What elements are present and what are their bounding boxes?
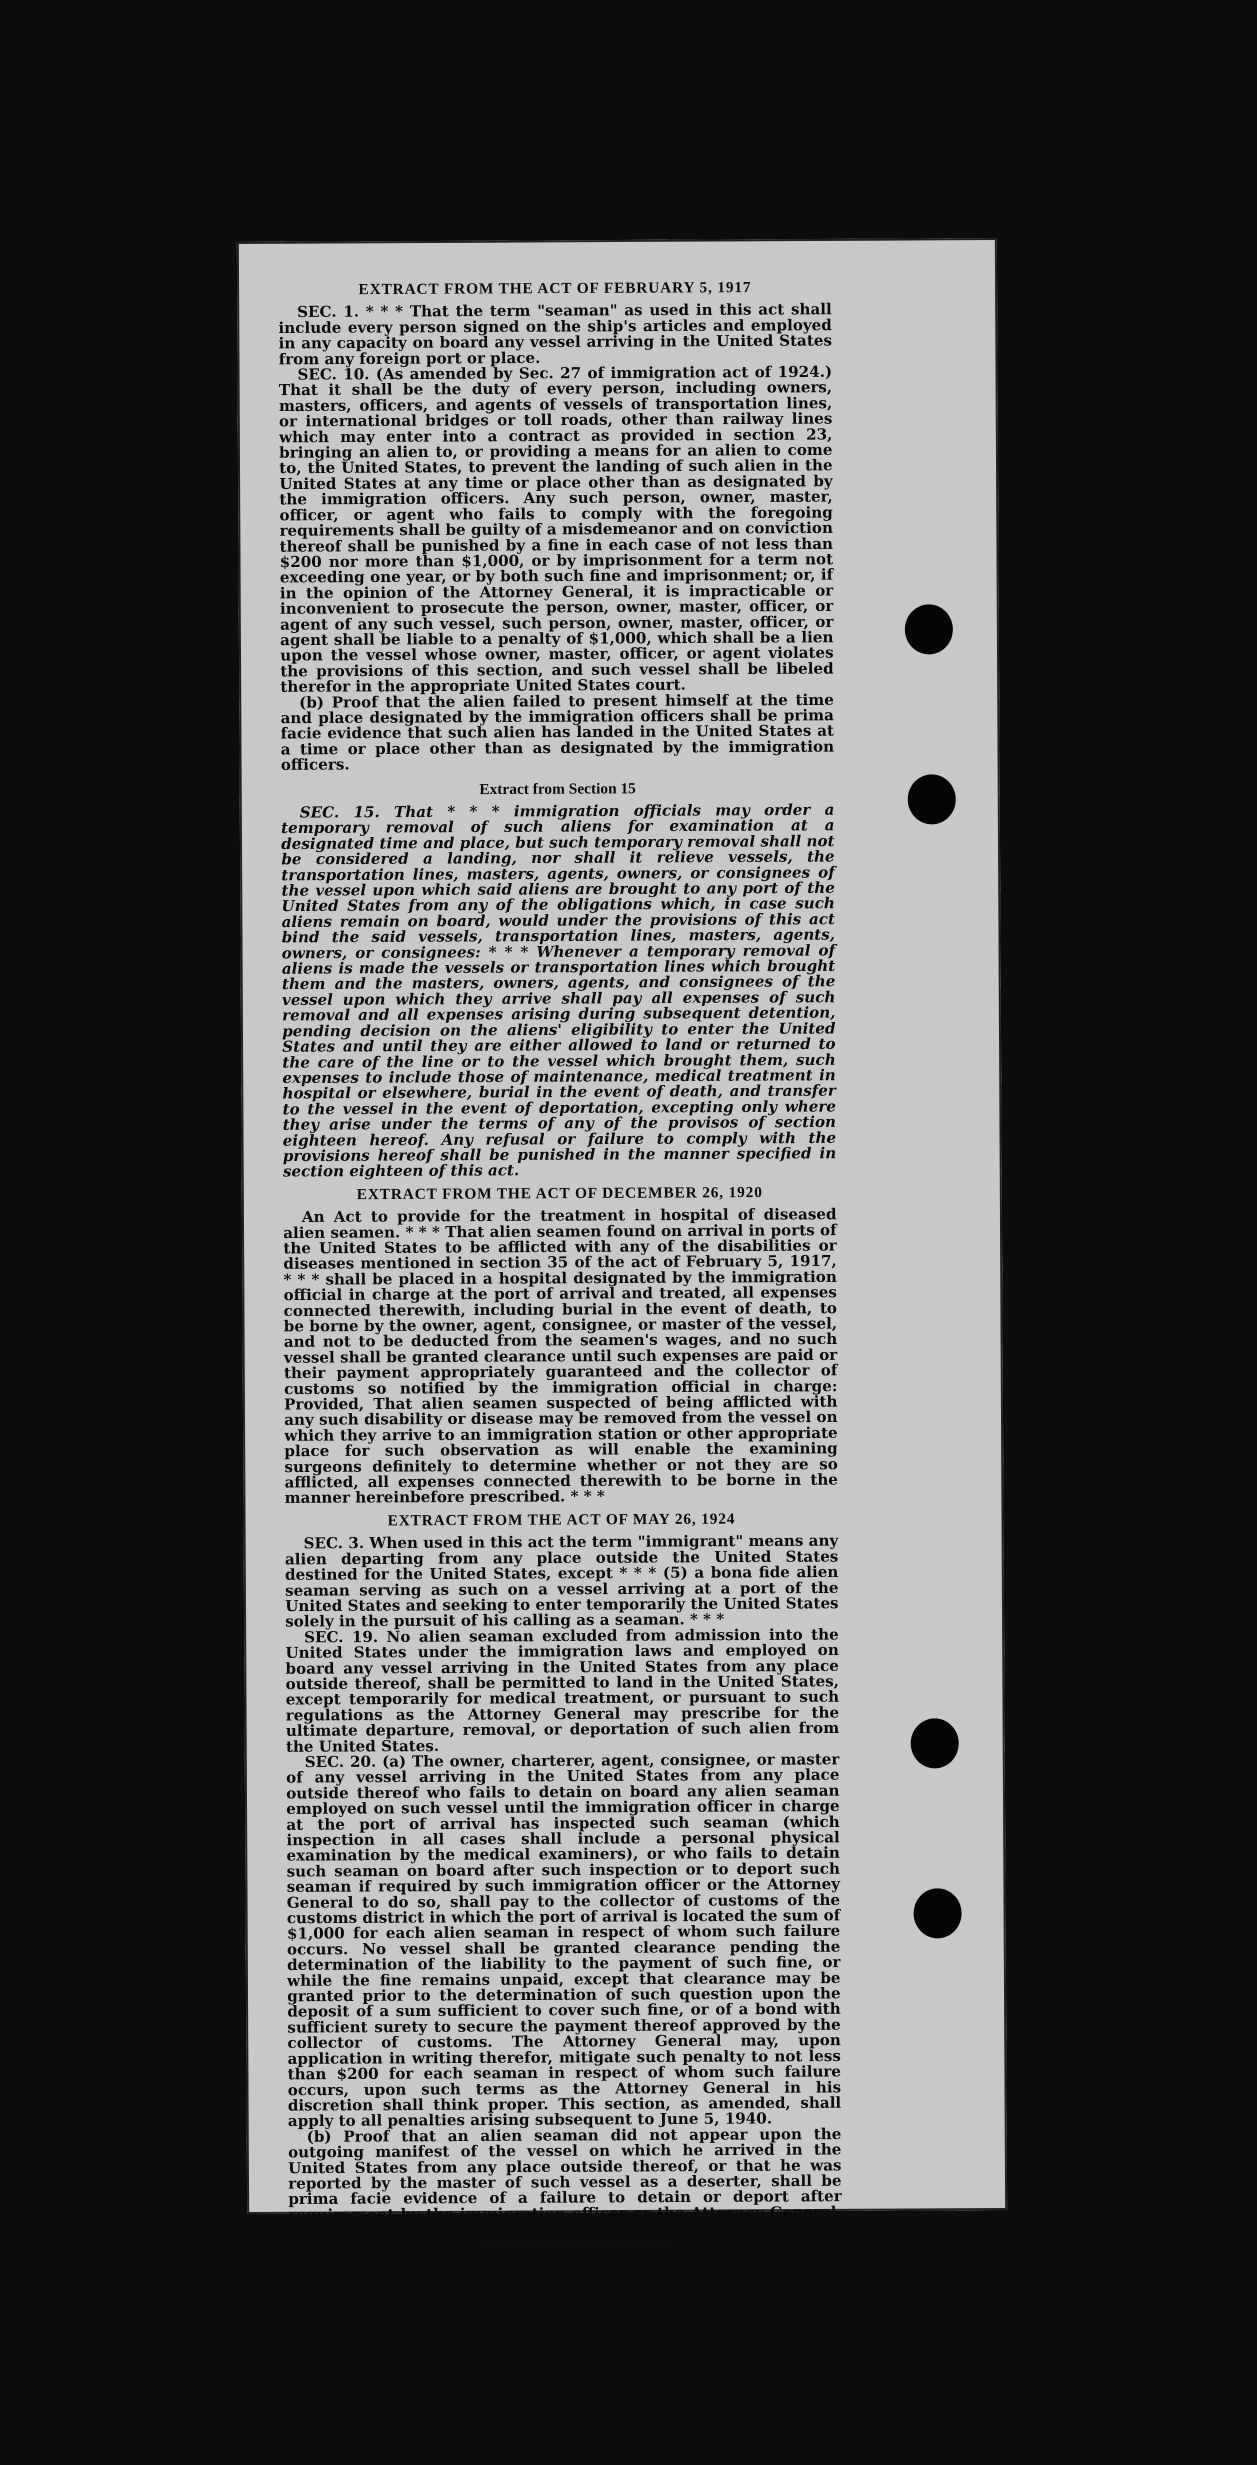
- paragraph: SEC. 20. (a) The owner, charterer, agent, consignee, or master of any vessel arriving in the United States from any place outside thereof who fails to detain on board any alien seaman employed on such vessel until the immigration officer in charge at the port of arrival has inspected such seaman (which inspection in all cases shall include a personal physical examination by the medical examiners), or who fails to detain such seaman on board after such inspection or to deport such seaman if required by such immigration officer or the Attorney General to do so, shall pay to the collector of customs of the customs district in which the port of arrival is located the sum of $1,000 for each alien seaman in respect of whom such failure occurs. No vessel shall be granted clearance pending the determination of the liability to the payment of such fine, or while the fine remains unpaid, except that clearance may be granted prior to the determination of such question upon the deposit of a sum sufficient to cover such fine, or of a bond with sufficient surety to secure the payment thereof approved by the collector of customs. The Attorney General may, upon application in writing therefor, mitigate such penalty to not less than $200 for each seaman in respect of whom such failure occurs, upon such terms as the Attorney General in his discretion shall think proper. This section, as amended, shall apply to all penalties arising subsequent to June 5, 1940.: [286, 1750, 842, 2131]
- paragraph: SEC. 19. No alien seaman excluded from admission into the United States under the immigration laws and employed on board any vessel arriving in the United States from any place outside thereof, shall be permitted to land in the United States, except temporarily for medical treatment, or pursuant to such regulations as the Attorney General may prescribe for the ultimate departure, removal, or deportation of such alien from the United States.: [285, 1625, 840, 1756]
- paragraph: (b) Proof that the alien failed to present himself at the time and place designated by the immigration officers shall be prima facie evidence that such alien has landed in the United States at a time or place other than as designated by the immigration officers.: [280, 690, 835, 774]
- paragraph: SEC. 1. * * * That the term "seaman" as used in this act shall include every person signed on the ship's articles and employed in any capacity on board any vessel arriving in the United States from any foreign port or place.: [278, 300, 832, 368]
- section-heading: EXTRACT FROM THE ACT OF DECEMBER 26, 1920: [356, 1183, 763, 1203]
- section-heading: EXTRACT FROM THE ACT OF MAY 26, 1924: [387, 1510, 736, 1530]
- form-number: 16—18027-1: [689, 2367, 761, 2383]
- paragraph: (b) Proof that an alien seaman did not appear upon the outgoing manifest of the vessel on which he arrived in the United States from any place outside thereof, or that he was reported by the master of such vessel as a deserter, shall be prima facie evidence of a failure to detain or deport after requirement by the immigration officer or the Attorney General. * * *: [288, 2125, 842, 2240]
- punch-hole: [913, 1888, 961, 1938]
- paragraph: SEC. 3. When used in this act the term "immigrant" means any alien departing from any place outside the United States destined for the United States, except * * * (5) a bona fide alien seaman serving as such on a vessel arriving at a port of the United States and seeking to enter temporarily the United States solely in the pursuit of his calling as a seaman. * * *: [284, 1532, 839, 1631]
- section-heading: EXTRACT FROM THE ACT OF FEBRUARY 5, 1917: [358, 278, 752, 298]
- document-page: [237, 238, 1007, 2383]
- punch-hole: [905, 604, 953, 654]
- section-subheading: Extract from Section 15: [479, 779, 636, 798]
- punch-hole: [908, 774, 956, 824]
- punch-hole: [911, 1718, 959, 1768]
- paragraph: SEC. 10. (As amended by Sec. 27 of immigration act of 1924.) That it shall be the duty of every person, including owners, masters, officers, and agents of vessels of transportation lines, or international bridges or toll roads, other than railway lines which may enter into a contract as provided in section 23, bringing an alien to, or providing a means for an alien to come to, the United States, to prevent the landing of such alien in the United States at any time or place other than as designated by the immigration officers. Any such person, owner, master, officer, or agent who fails to comply with the foregoing requirements shall be guilty of a misdemeanor and on conviction thereof shall be punished by a fine in each case of not less than $200 nor more than $1,000, or by imprisonment for a term not exceeding one year, or by both such fine and imprisonment; or, if in the opinion of the Attorney General, it is impracticable or inconvenient to prosecute the person, owner, master, officer, or agent of any such vessel, such person, owner, master, officer, or agent shall be liable to a penalty of $1,000, which shall be a lien upon the vessel whose owner, master, officer, or agent violates the provisions of this section, and such vessel shall be libeled therefor in the appropriate United States court.: [278, 363, 834, 696]
- paragraph: SEC. 15. That * * * immigration officials may order a temporary removal of such aliens for examination at a designated time and place, but such temporary removal shall not be considered a landing, nor shall it relieve vessels, the transportation lines, masters, agents, owners, or consignees of the vessel upon which said aliens are brought to any port of the United States from any of the obligations which, in case such aliens remain on board, would under the provisions of this act bind the said vessels, transportation lines, masters, agents, owners, or consignees: * * * Whenever a temporary removal of aliens is made the vessels or transportation lines which brought them and the masters, owners, agents, and consignees of the vessel upon which they arrive shall pay all expenses of such removal and all expenses arising during subsequent detention, pending decision on the aliens' eligibility to enter the United States and until they are either allowed to land or returned to the care of the line or to the vessel which brought them, such expenses to include those of maintenance, medical treatment in hospital or elsewhere, burial in the event of death, and transfer to the vessel in the event of deportation, excepting only where they arise under the terms of any of the provisos of section eighteen hereof. Any refusal or failure to comply with the provisions hereof shall be punished in the manner specified in section eighteen of this act.: [281, 801, 837, 1181]
- footnote-rule: [482, 2243, 670, 2246]
- document-content: [237, 239, 881, 2386]
- footnote: † When delivery to the immigration station is directed, the aliens must be detained on board of the ship on which they arrived pending delivery to the immigration station. Such transfer must be made by the most direct and expeditious route with the least possible contact with the public, and at the expense and responsibility of the steamship company. Aliens who have been held for further medical examination in the belief that they are suffering from communicable diseases must be completely isolated from other passengers and from the public.: [288, 2248, 843, 2364]
- paragraph: An Act to provide for the treatment in hospital of diseased alien seamen. * * * That alien seamen found on arrival in ports of the United States to be afflicted with any of the disabilities or diseases mentioned in section 35 of the act of February 5, 1917, * * * shall be placed in a hospital designated by the immigration official in charge at the port of arrival and treated, all expenses connected therewith, including burial in the event of death, to be borne by the owner, agent, consignee, or master of the vessel, and not to be deducted from the seamen's wages, and no such vessel shall be granted clearance until such expenses are paid or their payment appropriately guaranteed and the collector of customs so notified by the immigration official in charge: Provided, That alien seamen suspected of being afflicted with any such disability or disease may be removed from the vessel on which they arrive to an immigration station or other appropriate place for such observation as will enable the examining surgeons definitely to determine whether or not they are so afflicted, all expenses connected therewith to be borne in the manner hereinbefore prescribed. * * *: [283, 1205, 838, 1507]
